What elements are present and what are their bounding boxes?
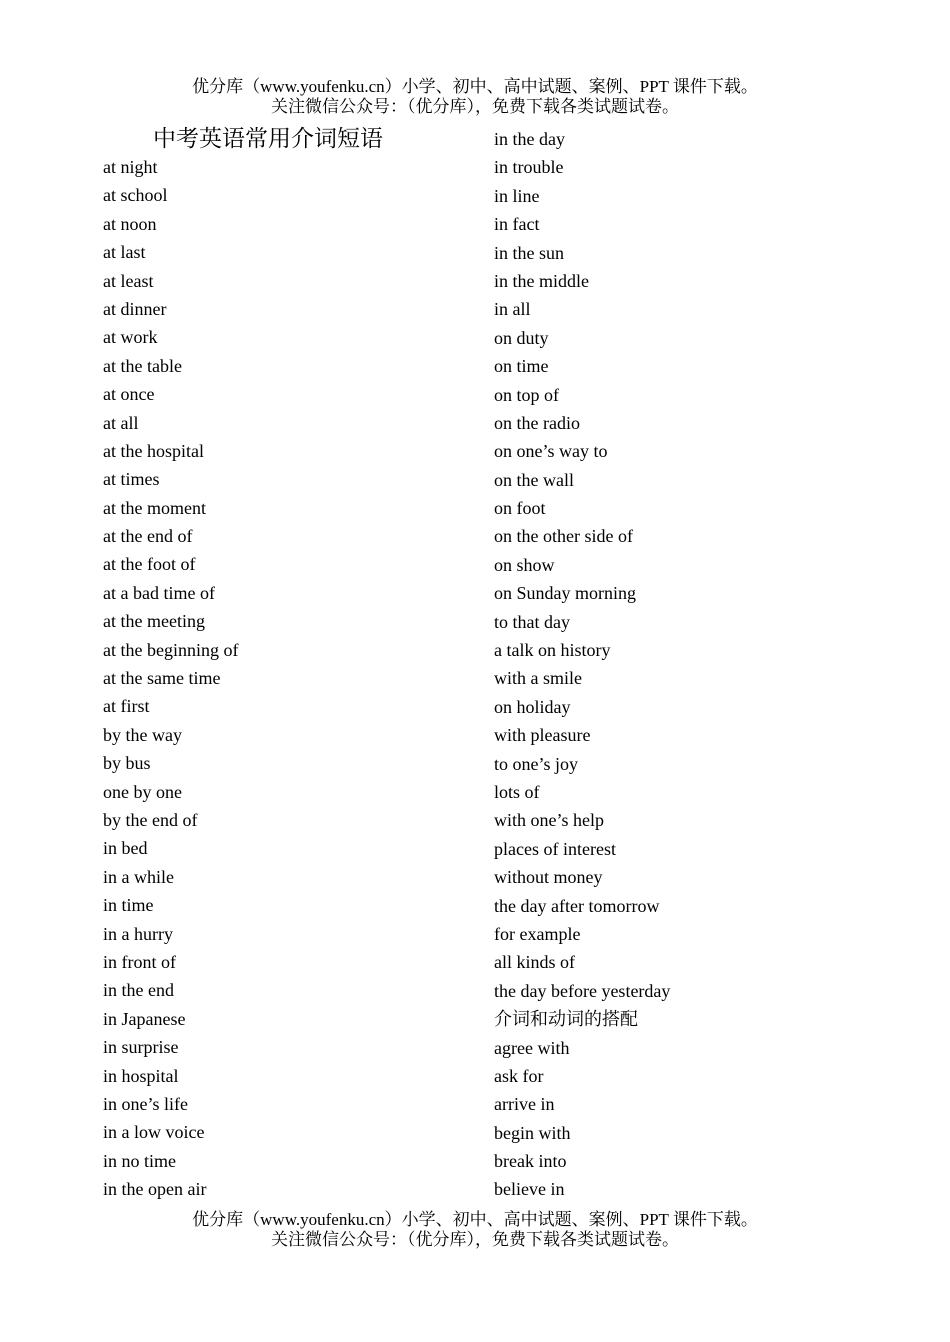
phrase-item: at all [103, 412, 139, 433]
phrase-item: at the meeting [103, 611, 205, 632]
phrase-item: in time [103, 895, 154, 916]
phrase-item: in all [494, 299, 531, 320]
phrase-item: at the end of [103, 526, 193, 547]
phrase-item: without money [494, 867, 603, 888]
header-line-2: 关注微信公众号：（优分库），免费下载各类试题试卷。 [271, 97, 679, 116]
phrase-item: on duty [494, 327, 549, 348]
phrase-item: one by one [103, 781, 182, 802]
phrase-item: in one’s life [103, 1093, 188, 1114]
phrase-item: ask for [494, 1065, 544, 1086]
phrase-item: on Sunday morning [494, 583, 636, 604]
phrase-item: 介词和动词的搭配 [494, 1009, 638, 1030]
phrase-item: with a smile [494, 668, 582, 689]
phrase-item: all kinds of [494, 952, 575, 973]
header-line-1: 优分库（www.youfenku.cn）小学、初中、高中试题、案例、PPT 课件下载。 [192, 77, 758, 96]
right-phrase-column [494, 125, 670, 1204]
phrase-item: in front of [103, 951, 176, 972]
phrase-item: in the day [494, 129, 565, 149]
phrase-item: in the open air [103, 1179, 207, 1200]
phrase-item: by bus [103, 753, 151, 774]
phrase-item: to that day [494, 611, 570, 632]
phrase-item: at the same time [103, 668, 221, 689]
phrase-item: for example [494, 923, 581, 944]
phrase-item: in surprise [103, 1037, 179, 1058]
phrase-item: at the beginning of [103, 639, 239, 660]
phrase-item: a talk on history [494, 640, 611, 661]
phrase-item: in bed [103, 838, 148, 859]
phrase-item: at school [103, 185, 168, 206]
phrase-item: in hospital [103, 1065, 179, 1086]
phrase-item: with pleasure [494, 725, 591, 746]
left-phrase-column [103, 153, 238, 1203]
phrase-item: at the foot of [103, 554, 196, 575]
phrase-item: by the end of [103, 809, 198, 830]
phrase-item: on time [494, 356, 549, 377]
phrase-item: by the way [103, 724, 182, 745]
phrase-item: in line [494, 185, 540, 206]
phrase-item: lots of [494, 781, 540, 802]
footer-line-1: 优分库（www.youfenku.cn）小学、初中、高中试题、案例、PPT 课件下载。 [192, 1210, 758, 1229]
phrase-item: on the wall [494, 469, 574, 490]
phrase-item: at night [103, 157, 158, 177]
phrase-item: in fact [494, 214, 540, 235]
phrase-item: with one’s help [494, 810, 604, 831]
phrase-item: in trouble [494, 157, 564, 178]
phrase-item: in a while [103, 866, 174, 887]
phrase-item: on holiday [494, 696, 571, 717]
phrase-item: at least [103, 270, 154, 291]
phrase-item: the day after tomorrow [494, 895, 660, 916]
phrase-item: on foot [494, 498, 546, 519]
phrase-item: on show [494, 554, 555, 575]
phrase-item: in a hurry [103, 923, 173, 944]
phrase-item: places of interest [494, 838, 616, 859]
phrase-item: at once [103, 384, 155, 405]
phrase-item: arrive in [494, 1094, 555, 1115]
phrase-item: the day before yesterday [494, 980, 671, 1001]
phrase-item: in the sun [494, 242, 564, 263]
phrase-item: in a low voice [103, 1122, 205, 1143]
phrase-item: in no time [103, 1150, 176, 1171]
phrase-item: at times [103, 469, 160, 490]
phrase-item: begin with [494, 1122, 571, 1143]
phrase-item: at last [103, 242, 146, 263]
page-title: 中考英语常用介词短语 [153, 126, 383, 152]
phrase-item: at the hospital [103, 440, 204, 461]
phrase-item: to one’s joy [494, 753, 578, 774]
phrase-item: break into [494, 1151, 567, 1172]
phrase-item: believe in [494, 1179, 565, 1200]
phrase-item: at dinner [103, 298, 167, 319]
phrase-item: on the other side of [494, 526, 633, 547]
phrase-item: on top of [494, 384, 559, 405]
phrase-item: at first [103, 696, 150, 717]
footer-line-2: 关注微信公众号：（优分库），免费下载各类试题试卷。 [271, 1230, 679, 1249]
phrase-item: on one’s way to [494, 441, 608, 462]
phrase-item: in Japanese [103, 1008, 186, 1029]
phrase-item: agree with [494, 1037, 570, 1058]
phrase-item: at work [103, 327, 158, 348]
phrase-item: on the radio [494, 412, 580, 433]
phrase-item: in the end [103, 980, 174, 1001]
phrase-item: at the moment [103, 497, 206, 518]
phrase-item: at a bad time of [103, 582, 215, 603]
phrase-item: at noon [103, 213, 157, 234]
phrase-item: in the middle [494, 270, 589, 291]
phrase-item: at the table [103, 355, 182, 376]
